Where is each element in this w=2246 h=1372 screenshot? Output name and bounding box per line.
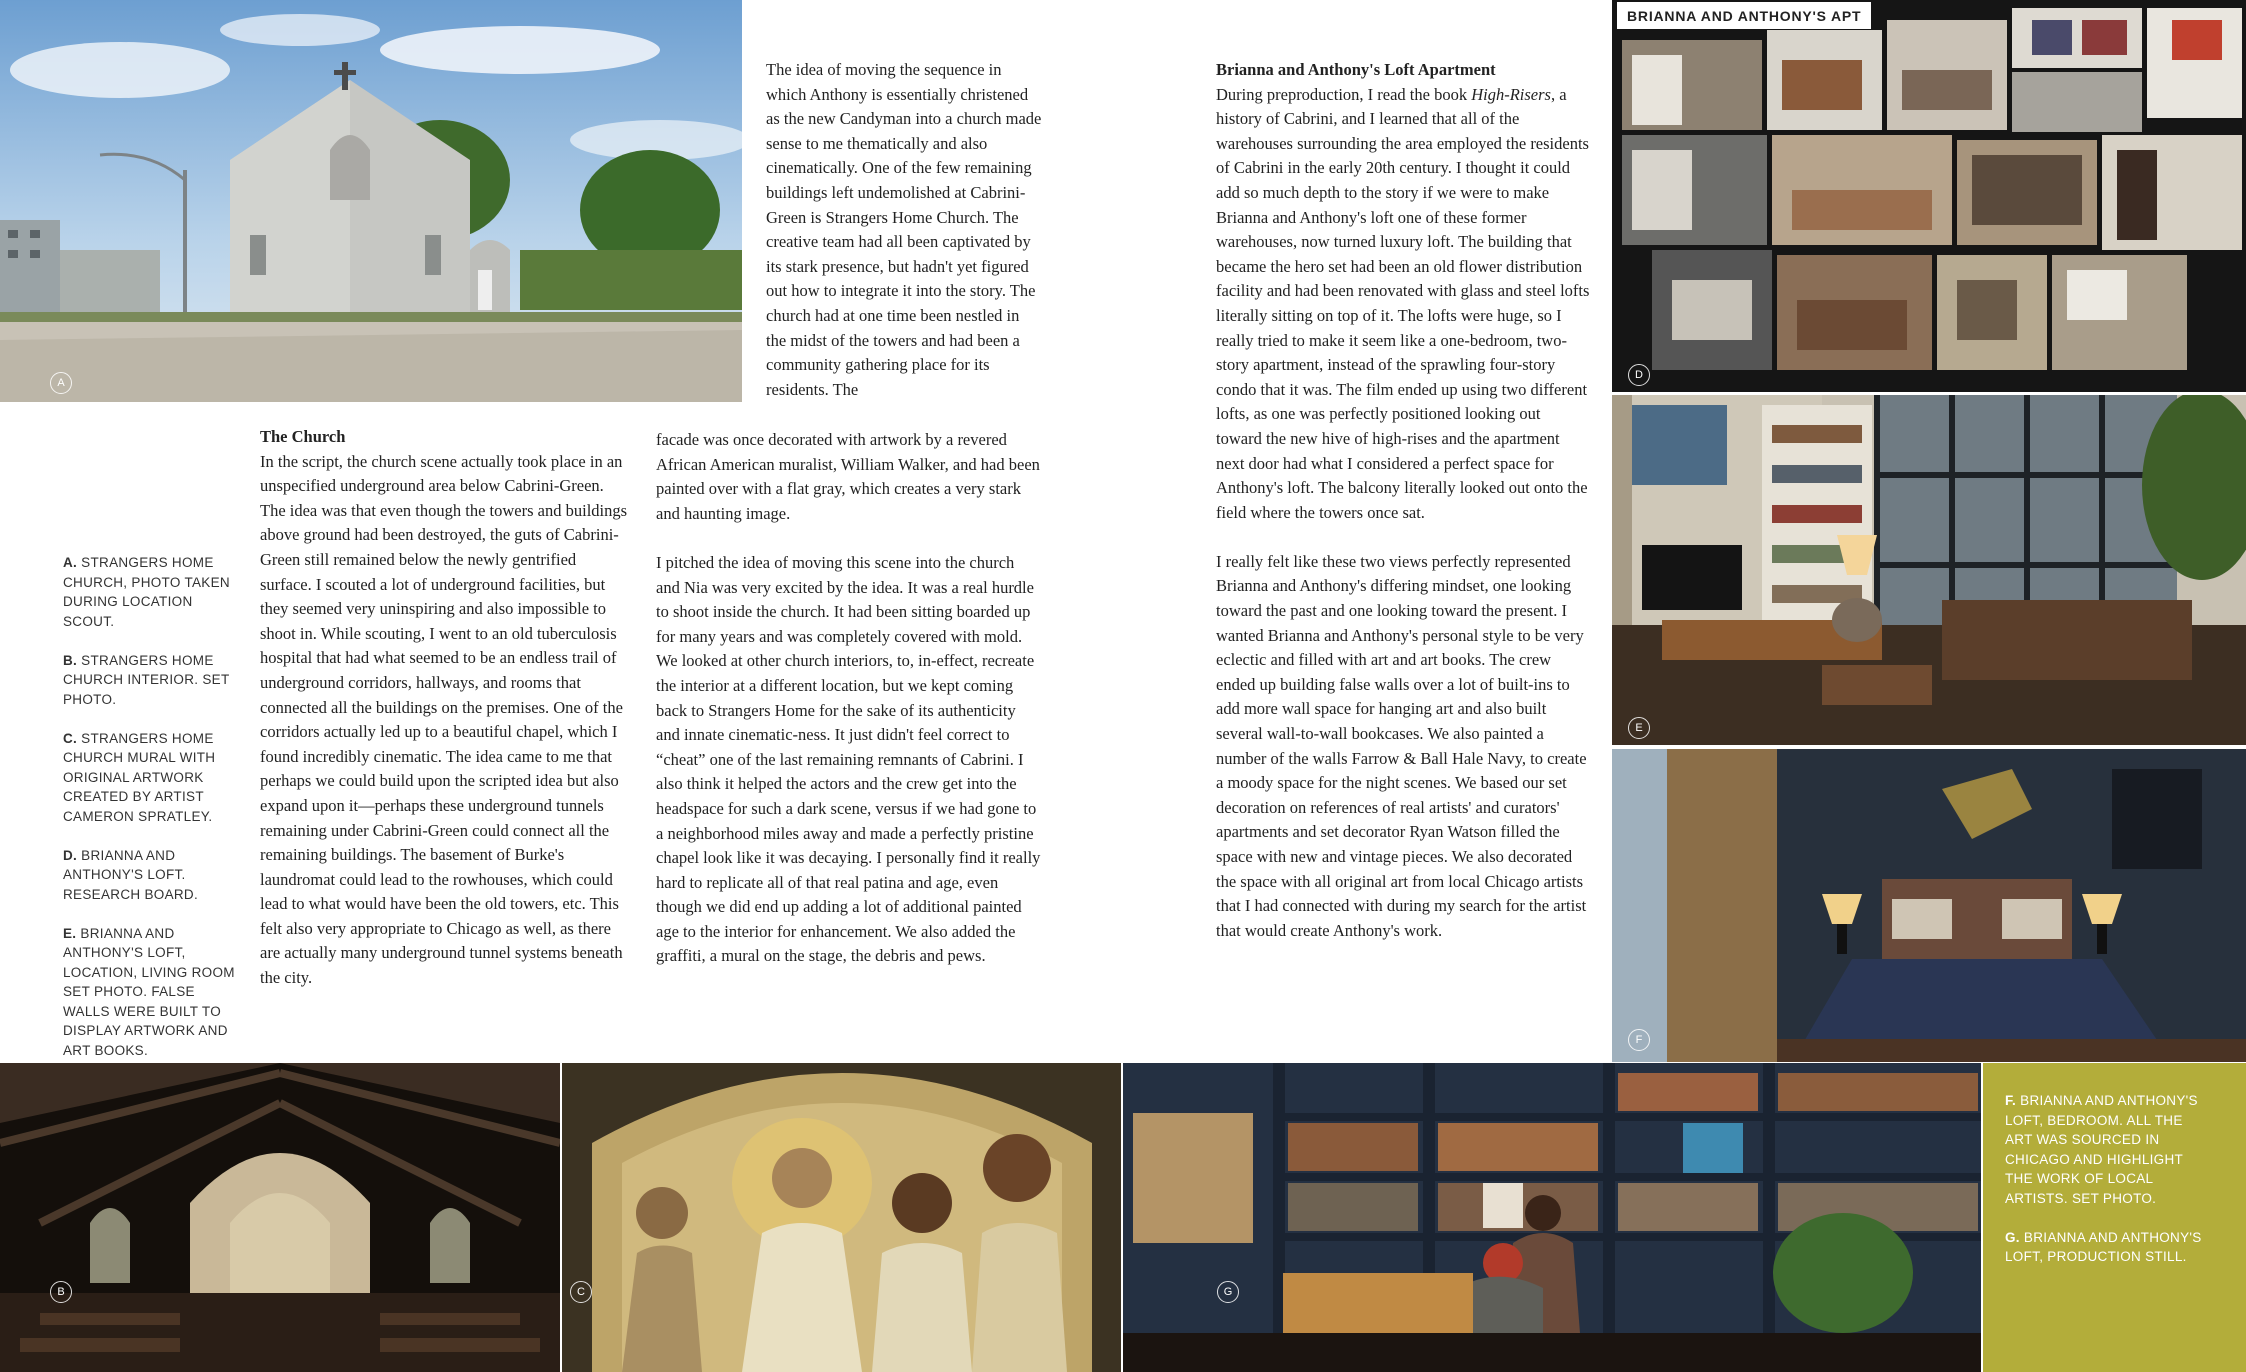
church-column [260,425,632,991]
captions-left [63,553,239,1080]
photo-g-label: G [1217,1281,1239,1303]
caption-panel-right [1983,1063,2246,1372]
middle-column-top [766,58,1042,402]
photo-g-production-still [1123,1063,1981,1372]
photo-e-label: E [1628,717,1650,739]
photo-d-label: D [1628,364,1650,386]
caption-d: D. BRIANNA AND ANTHONY'S LOFT. RESEARCH BOARD. [63,847,199,902]
caption-a: A. STRANGERS HOME CHURCH, PHOTO TAKEN DURING LOCATION SCOUT. [63,555,230,629]
captions-right [2005,1091,2205,1286]
caption-g: G. BRIANNA AND ANTHONY'S LOFT, PRODUCTION STILL. [2005,1229,2202,1264]
middle-paragraph-facade: facade was once decorated with artwork by a revered African American muralist, William Walker, and had been painted over with a flat gray, which creates a very stark and haunting image. [656,430,1040,523]
photo-e-living-room [1612,395,2246,745]
photo-b-label: B [50,1281,72,1303]
middle-paragraph-pitch: I pitched the idea of moving this scene into the church and Nia was very excited by the idea. It was a real hurdle to shoot inside the church. It had been sitting boarded up for many years and was completely covered with mold. We looked at other church interiors, to, in-effect, recreate the interior at a different location, but we kept coming back to Strangers Home for the sake of its authenticity and innate cinematic-ness. It just didn't feel correct to “cheat” one of the last remaining remnants of Cabrini. I also think it helped the actors and the crew get into the headspace for such a dark scene, versus if we had gone to a neighborhood miles away and made a perfectly pristine chapel look like it was decaying. I personally find it really hard to replicate all of that real patina and age, even though we did end up adding a lot of additional painted age to the interior for enhancement. We also added the graffiti, a mural on the stage, the debris and pews. [656,552,1041,966]
loft-paragraph-1: During preproduction, I read the book High-Risers, a history of Cabrini, and I learned that all of the warehouses surrounding the area employed the residents of Cabrini in the early 20th century. I thought it could add so much depth to the story if we were to make Brianna and Anthony's loft one of these former warehouses, now turned luxury loft. The building that became the hero set had been an old flower distribution facility and had been renovated with glass and steel lofts literally sitting on top of it. The lofts were huge, so I really tried to make it seem like a one-bedroom, two-story apartment, instead of the sprawling four-story condo that it was. The film ended up using two different lofts, as one was perfectly positioned looking out toward the new hive of high-rises and the apartment next door had what I considered a perfect space for Anthony's loft. The balcony literally looked out onto the field where the towers once sat. [1216,84,1590,522]
church-paragraph: In the script, the church scene actually took place in an unspecified underground area below Cabrini-Green. The idea was that even though the towers and buildings above ground had been destroyed, the guts of Cabrini-Green still remained below the newly gentrified surface. I scouted a lot of underground facilities, but they seemed very uninspiring and also impossible to shoot in. While scouting, I went to an old tuberculosis hospital that had what seemed to be an endless trail of underground corridors, hallways, and rooms that connected all the buildings on the premises. One of the corridors actually led up to a beautiful chapel, which I found incredibly cinematic. The idea came to me that perhaps we could build upon the scripted idea but also expand upon it—perhaps these underground tunnels remaining under Cabrini-Green could connect all the remaining buildings. The basement of Burke's laundromat could lead to the rowhouses, which could lead to what would have been the old towers, etc. This felt also very appropriate to Chicago as well, as there are actually many underground tunnel systems beneath the city. [260,451,628,988]
photo-a-church-exterior [0,0,742,402]
board-label: BRIANNA AND ANTHONY'S APT [1617,2,1871,29]
photo-d-research-board [1612,0,2246,392]
photo-c-church-mural [562,1063,1121,1372]
caption-f: F. BRIANNA AND ANTHONY'S LOFT, BEDROOM. ALL THE ART WAS SOURCED IN CHICAGO AND HIGHLIGHT THE WORK OF LOCAL ARTISTS. SET PHOTO. [2005,1093,2198,1206]
photo-c-label: C [570,1281,592,1303]
photo-b-church-interior [0,1063,560,1372]
photo-f-bedroom [1612,749,2246,1062]
photo-a-label: A [50,372,72,394]
middle-column-bottom [656,428,1041,969]
middle-paragraph-intro: The idea of moving the sequence in which Anthony is essentially christened as the new Candyman into a church made sense to me thematically and also cinematically. One of the few remaining buildings left undemolished at Cabrini-Green is Strangers Home Church. The creative team had all been captivated by its stark presence, but hadn't yet figured out how to integrate it into the story. The church had at one time been nestled in the midst of the towers and had been a community gathering place for its residents. The [766,60,1042,399]
caption-e: E. BRIANNA AND ANTHONY'S LOFT, LOCATION, LIVING ROOM SET PHOTO. FALSE WALLS WERE BUILT TO DISPLAY ARTWORK AND ART BOOKS. [63,925,235,1058]
photo-f-label: F [1628,1029,1650,1051]
church-heading: The Church [260,427,346,446]
caption-c: C. STRANGERS HOME CHURCH MURAL WITH ORIGINAL ARTWORK CREATED BY ARTIST CAMERON SPRATLEY. [63,730,216,824]
loft-heading: Brianna and Anthony's Loft Apartment [1216,60,1496,79]
loft-paragraph-2: I really felt like these two views perfectly represented Brianna and Anthony's differing mindset, one looking toward the past and one looking toward the present. I wanted Brianna and Anthony's personal style to be very eclectic and filled with art and art books. The crew ended up building false walls over a lot of built-ins to add more wall space for hanging art and also built several wall-to-wall bookcases. We also painted a number of the walls Farrow & Ball Hale Navy, to create a moody space for the night scenes. We based our set decoration on references of real artists' and curators' apartments and set decorator Ryan Watson filled the space with new and vintage pieces. We also decorated the space with all original art from local Chicago artists that I had connected with during my search for the artist that would create Anthony's work. [1216,551,1587,940]
loft-column [1216,58,1590,943]
caption-b: B. STRANGERS HOME CHURCH INTERIOR. SET PHOTO. [63,652,230,707]
